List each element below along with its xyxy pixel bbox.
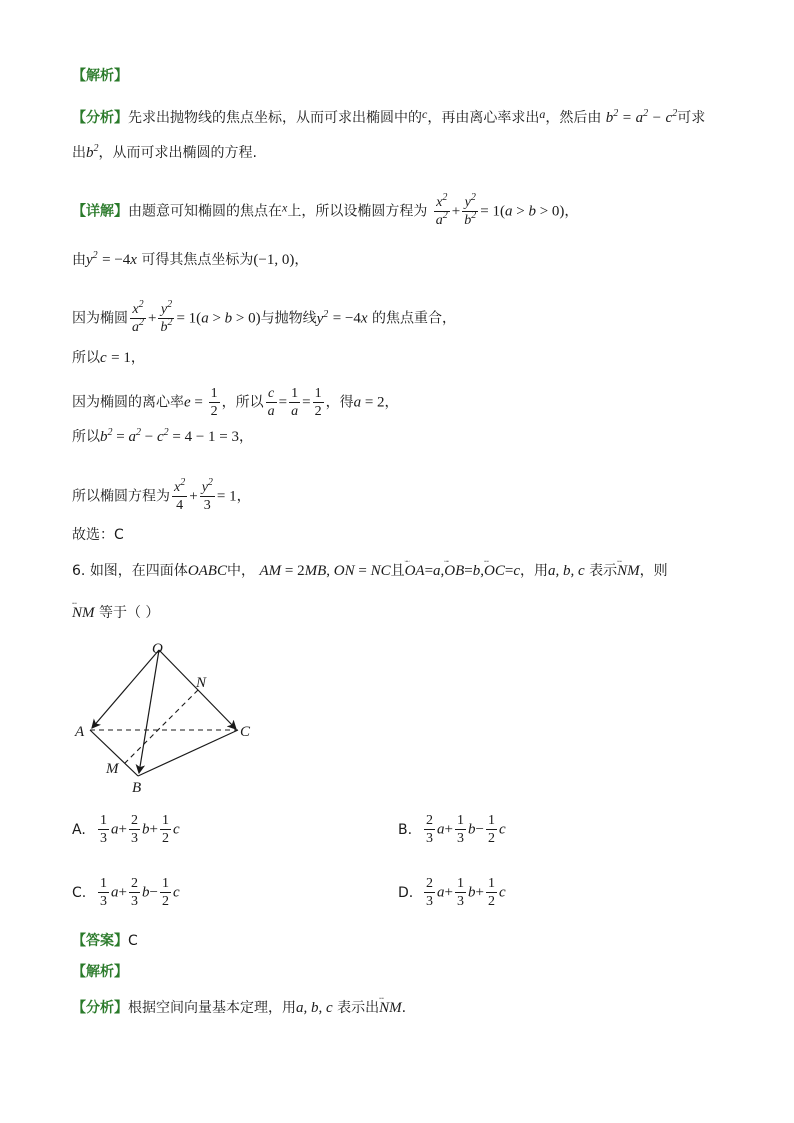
detail-line-1: 【详解】由题意可知椭圆的焦点在x上，所以设椭圆方程为 $\frac{x^2}{a^2}$ + $\frac{y^2}{b^2}$ = 1(a > b > 0)， — [72, 192, 579, 228]
question-6-stem-1: 6. 如图，在四面体OABC中， AM = 2MB, ON = NC且ᵕᵕᵕ OA=a,ᵕᵕᵕ OB=b,ᵕᵕᵕ OC=c，用a, b, c 表示ᵕᵕᵕ NM，则 — [72, 561, 668, 581]
option-b[interactable]: B. $\frac{2}{3}$ a+ $\frac{1}{3}$ b− $\frac{1}{2}$ c — [398, 813, 506, 846]
answer-line: 【答案】C — [72, 933, 138, 949]
label-A: A — [75, 724, 85, 740]
label-O: O — [152, 641, 163, 657]
detail-line-4: 所以c = 1， — [72, 350, 145, 366]
label-N: N — [196, 675, 207, 691]
option-a[interactable]: A. $\frac{1}{3}$ a+ $\frac{2}{3}$ b+ $\frac{1}{2}$ c — [72, 813, 180, 846]
section-heading-jiexi: 【解析】 — [72, 68, 128, 84]
option-d[interactable]: D. $\frac{2}{3}$ a+ $\frac{1}{3}$ b+ $\frac{1}{2}$ c — [398, 876, 506, 909]
analysis-line-1: 【分析】先求出抛物线的焦点坐标，从而可求出椭圆中的c，再由离心率求出a，然后由 $b^2 = a^2 - c^2$可求 — [72, 107, 706, 126]
question-6-jiexi: 【解析】 — [72, 964, 128, 980]
question-6-analysis: 【分析】根据空间向量基本定理，用a, b, c 表示出ᵕᵕᵕ NM. — [72, 998, 406, 1018]
detail-line-3: 因为椭圆 $\frac{x^2}{a^2}$ + $\frac{y^2}{b^2}$ = 1(a > b > 0)与抛物线$y^2 = -4x$ 的焦点重合， — [72, 299, 457, 335]
detail-line-7: 所以椭圆方程为 $\frac{x^2}{4}$ + $\frac{y^2}{3}$ = 1， — [72, 477, 251, 513]
option-c[interactable]: C. $\frac{1}{3}$ a+ $\frac{2}{3}$ b− $\frac{1}{2}$ c — [72, 876, 180, 909]
detail-line-5: 因为椭圆的离心率e = $\frac{1}{2}$ ，所以 $\frac{c}{a}$ = $\frac{1}{a}$ = $\frac{1}{2}$ ，得a = 2， — [72, 386, 399, 419]
question-6-stem-2: ᵕᵕᵕ NM 等于（ ） — [72, 603, 159, 623]
tetrahedron-figure — [72, 640, 262, 800]
choose-line: 故选：C — [72, 527, 124, 543]
analysis-line-2: 出$b^2$，从而可求出椭圆的方程. — [72, 143, 257, 161]
label-M: M — [106, 761, 119, 777]
detail-line-2: 由$y^2 = -4x$ 可得其焦点坐标为(−1, 0)， — [72, 250, 309, 268]
label-B: B — [132, 780, 142, 796]
label-C: C — [240, 724, 251, 740]
detail-line-6: 所以$b^2 = a^2 - c^2 = 4 - 1 = 3$， — [72, 427, 253, 445]
